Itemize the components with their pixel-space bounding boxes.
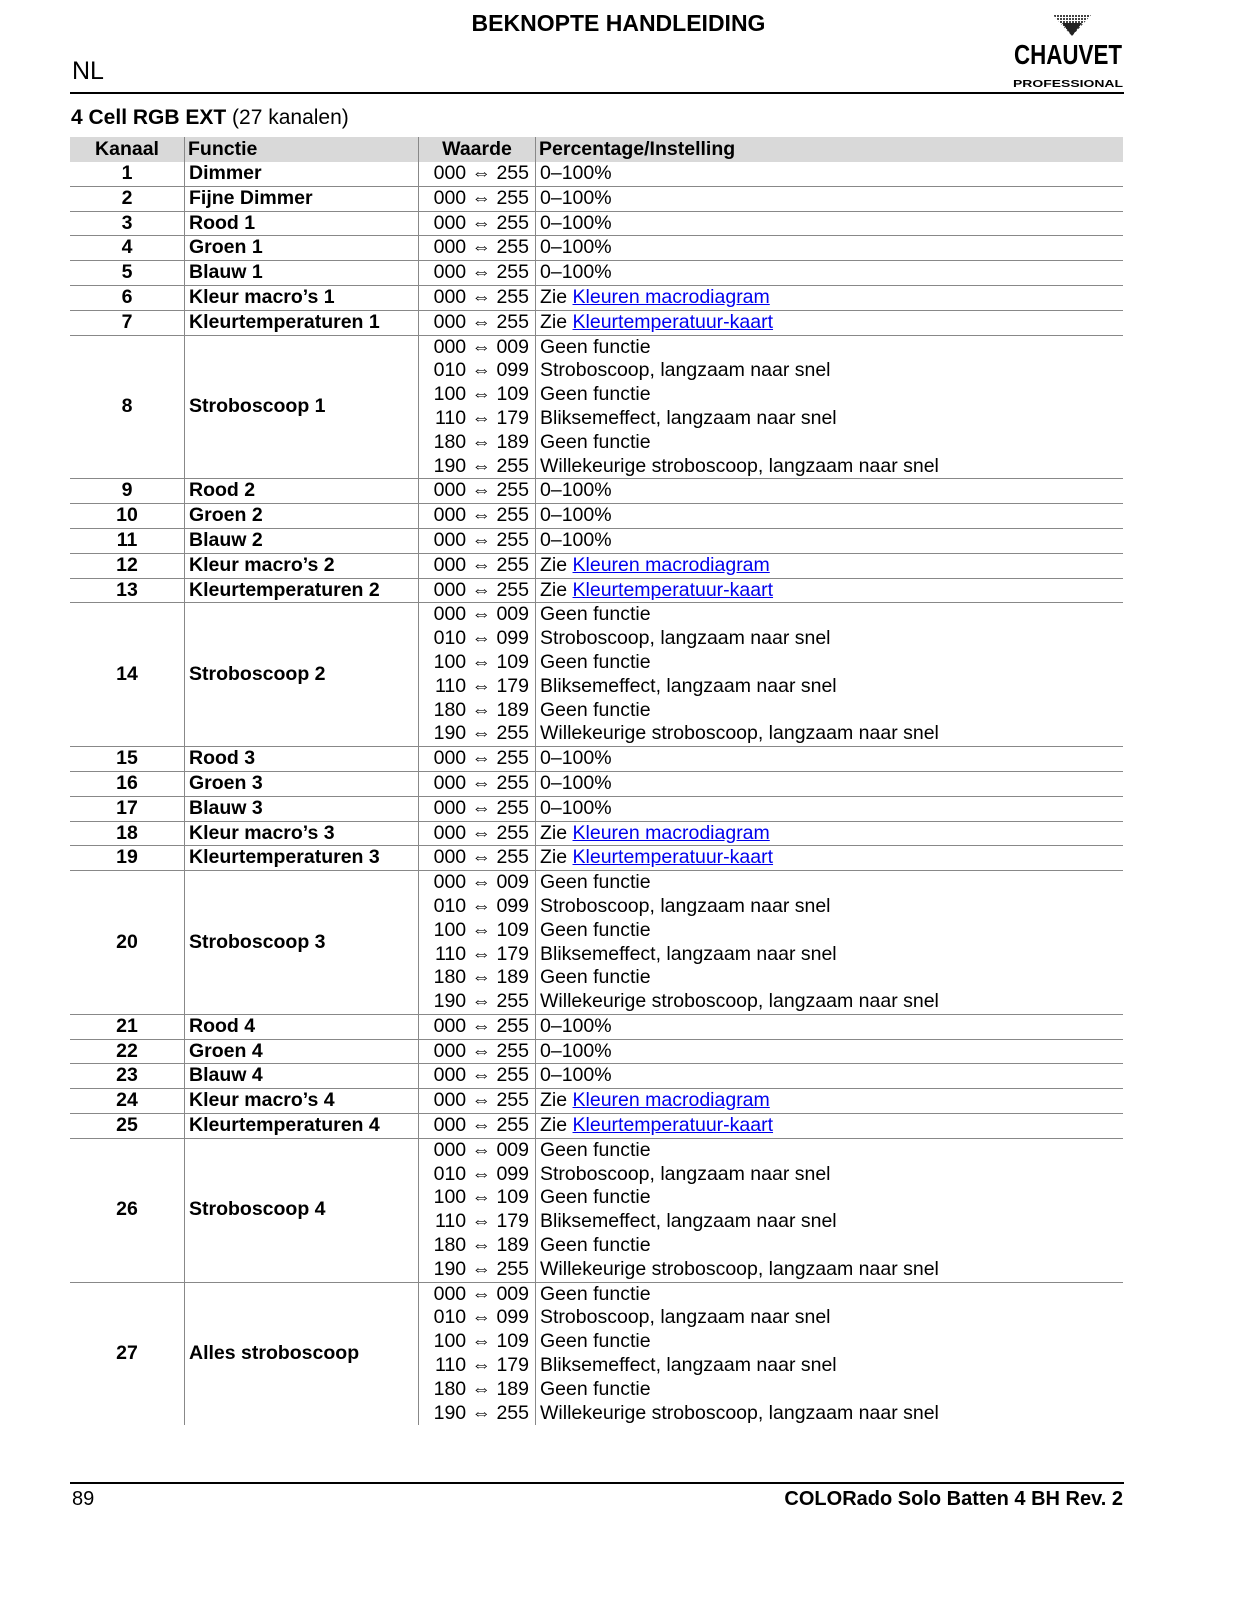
value-range: 110 ⇔ 179: [419, 943, 536, 967]
setting: 0–100%: [536, 1064, 1124, 1089]
channel-number: 4: [70, 236, 185, 261]
channel-function: Stroboscoop 1: [185, 335, 419, 479]
chart-link[interactable]: Kleuren macrodiagram: [572, 285, 770, 308]
channel-number: 23: [70, 1064, 185, 1089]
setting: Geen functie: [536, 431, 1124, 455]
channel-function: Stroboscoop 4: [185, 1138, 419, 1282]
setting: 0–100%: [536, 504, 1124, 529]
value-range: 010 ⇔ 099: [419, 627, 536, 651]
channel-function: Rood 1: [185, 211, 419, 236]
table-row: [70, 1039, 1123, 1064]
value-range: 000 ⇔ 255: [419, 1089, 536, 1114]
channel-number: 27: [116, 1342, 138, 1365]
value-range: 190 ⇔ 255: [419, 455, 536, 479]
value-range: 100 ⇔ 109: [419, 1186, 536, 1210]
table-row: [70, 871, 1123, 895]
value-range: 100 ⇔ 109: [419, 383, 536, 407]
setting: Geen functie: [536, 699, 1124, 723]
value-range: 110 ⇔ 179: [419, 407, 536, 431]
channel-function: Kleurtemperaturen 2: [185, 578, 419, 603]
col-percentage: Percentage/Instelling: [536, 137, 1124, 162]
channel-number: 11: [70, 528, 185, 553]
value-range: 110 ⇔ 179: [419, 1210, 536, 1234]
value-range: 100 ⇔ 109: [419, 651, 536, 675]
channel-number: 7: [70, 310, 185, 335]
setting: 0–100%: [536, 771, 1124, 796]
channel-number: 18: [70, 821, 185, 846]
value-range: 010 ⇔ 099: [419, 1306, 536, 1330]
setting: Geen functie: [536, 1282, 1124, 1306]
channel-function: Kleur macro’s 2: [185, 553, 419, 578]
channel-function: Rood 2: [185, 479, 419, 504]
setting: Zie Kleurtemperatuur-kaart: [536, 310, 1124, 335]
value-range: 190 ⇔ 255: [419, 1258, 536, 1282]
value-range: 000 ⇔ 255: [419, 186, 536, 211]
setting: Geen functie: [536, 919, 1124, 943]
setting: Bliksemeffect, langzaam naar snel: [536, 943, 1124, 967]
value-range: 190 ⇔ 255: [419, 990, 536, 1014]
setting: Bliksemeffect, langzaam naar snel: [536, 675, 1124, 699]
channel-number: 6: [70, 285, 185, 310]
channel-function: Rood 3: [185, 747, 419, 772]
setting: Geen functie: [536, 383, 1124, 407]
table-row: [70, 603, 1123, 627]
setting: Geen functie: [536, 1330, 1124, 1354]
channel-function: Groen 1: [185, 236, 419, 261]
channel-number: 1: [70, 162, 185, 186]
chauvet-logo: [1012, 12, 1124, 90]
channel-function: Blauw 1: [185, 261, 419, 286]
value-range: 000 ⇔ 009: [419, 603, 536, 627]
value-range: 000 ⇔ 255: [419, 747, 536, 772]
table-row: [70, 1114, 1123, 1139]
setting: Willekeurige stroboscoop, langzaam naar snel: [536, 1402, 1124, 1426]
value-range: 000 ⇔ 255: [419, 528, 536, 553]
setting: Stroboscoop, langzaam naar snel: [536, 1163, 1124, 1187]
col-waarde: Waarde: [419, 137, 536, 162]
table-row: [70, 1014, 1123, 1039]
footer-rule: [70, 1482, 1124, 1484]
setting: Stroboscoop, langzaam naar snel: [536, 359, 1124, 383]
channel-function: Rood 4: [185, 1014, 419, 1039]
channel-number: 25: [70, 1114, 185, 1139]
setting: 0–100%: [536, 186, 1124, 211]
value-range: 180 ⇔ 189: [419, 1234, 536, 1258]
setting: Bliksemeffect, langzaam naar snel: [536, 407, 1124, 431]
channel-function: Stroboscoop 2: [185, 603, 419, 747]
table-row: [70, 162, 1123, 186]
value-range: 000 ⇔ 009: [419, 1138, 536, 1162]
table-row: [70, 479, 1123, 504]
value-range: 000 ⇔ 255: [419, 285, 536, 310]
table-row: [70, 1064, 1123, 1089]
table-row: [70, 528, 1123, 553]
setting: 0–100%: [536, 236, 1124, 261]
channel-number: 16: [70, 771, 185, 796]
value-range: 010 ⇔ 099: [419, 895, 536, 919]
setting: Bliksemeffect, langzaam naar snel: [536, 1354, 1124, 1378]
table-row: [70, 335, 1123, 359]
table-row: [70, 186, 1123, 211]
value-range: 110 ⇔ 179: [419, 675, 536, 699]
channel-function: Stroboscoop 3: [185, 871, 419, 1015]
channel-number: 14: [70, 603, 185, 747]
channel-number: 20: [70, 871, 185, 1015]
setting: Willekeurige stroboscoop, langzaam naar snel: [536, 990, 1124, 1014]
table-row: [70, 796, 1123, 821]
setting: Willekeurige stroboscoop, langzaam naar snel: [536, 1258, 1124, 1282]
setting: Stroboscoop, langzaam naar snel: [536, 1306, 1124, 1330]
language-label: NL: [72, 57, 104, 85]
channel-number: 8: [70, 335, 185, 479]
channel-number: 5: [70, 261, 185, 286]
table-row: [70, 285, 1123, 310]
value-range: 000 ⇔ 255: [419, 771, 536, 796]
value-range: 000 ⇔ 255: [419, 211, 536, 236]
channel-function: Blauw 4: [185, 1064, 419, 1089]
value-range: 000 ⇔ 255: [419, 1114, 536, 1139]
setting: 0–100%: [536, 528, 1124, 553]
value-range: 000 ⇔ 255: [419, 261, 536, 286]
table-row: [70, 1089, 1123, 1114]
channel-function: Kleur macro’s 4: [185, 1089, 419, 1114]
value-range: 000 ⇔ 009: [419, 1282, 536, 1306]
chart-link[interactable]: Kleuren macrodiagram: [572, 821, 770, 844]
setting: 0–100%: [536, 796, 1124, 821]
channel-number: 3: [70, 211, 185, 236]
value-range: 100 ⇔ 109: [419, 1330, 536, 1354]
setting: Geen functie: [536, 1234, 1124, 1258]
value-range: 000 ⇔ 255: [419, 504, 536, 529]
value-range: 180 ⇔ 189: [419, 699, 536, 723]
channel-number: 26: [70, 1138, 185, 1282]
channel-number: 12: [70, 553, 185, 578]
setting: Geen functie: [536, 603, 1124, 627]
channel-function: Kleur macro’s 3: [185, 821, 419, 846]
svg-text:CHAUVET: CHAUVET: [1014, 39, 1122, 70]
svg-text:PROFESSIONAL: PROFESSIONAL: [1013, 79, 1123, 90]
value-range: 000 ⇔ 255: [419, 578, 536, 603]
channel-function: Blauw 2: [185, 528, 419, 553]
setting: Geen functie: [536, 651, 1124, 675]
setting: Stroboscoop, langzaam naar snel: [536, 627, 1124, 651]
value-range: 190 ⇔ 255: [419, 722, 536, 746]
header-rule: [70, 92, 1124, 94]
channel-function: Fijne Dimmer: [185, 186, 419, 211]
table-row: [70, 1282, 1123, 1306]
channel-number: 15: [70, 747, 185, 772]
value-range: 010 ⇔ 099: [419, 359, 536, 383]
setting: Willekeurige stroboscoop, langzaam naar snel: [536, 722, 1124, 746]
setting: 0–100%: [536, 1039, 1124, 1064]
value-range: 190 ⇔ 255: [419, 1402, 536, 1426]
setting: Zie Kleurtemperatuur-kaart: [536, 846, 1124, 871]
value-range: 180 ⇔ 189: [419, 1378, 536, 1402]
setting: Geen functie: [536, 1186, 1124, 1210]
value-range: 000 ⇔ 255: [419, 310, 536, 335]
setting: 0–100%: [536, 261, 1124, 286]
channel-number: 17: [70, 796, 185, 821]
setting: Geen functie: [536, 871, 1124, 895]
value-range: 180 ⇔ 189: [419, 966, 536, 990]
channel-function: Kleurtemperaturen 4: [185, 1114, 419, 1139]
section-heading: 4 Cell RGB EXT (27 kanalen): [71, 106, 349, 129]
setting: 0–100%: [536, 211, 1124, 236]
setting: 0–100%: [536, 747, 1124, 772]
page-title: BEKNOPTE HANDLEIDING: [471, 10, 766, 36]
setting: Willekeurige stroboscoop, langzaam naar snel: [536, 455, 1124, 479]
value-range: 180 ⇔ 189: [419, 431, 536, 455]
setting: 0–100%: [536, 1014, 1124, 1039]
channel-number: 19: [70, 846, 185, 871]
value-range: 100 ⇔ 109: [419, 919, 536, 943]
table-row: [70, 846, 1123, 871]
value-range: 000 ⇔ 009: [419, 335, 536, 359]
channel-function: Kleurtemperaturen 3: [185, 846, 419, 871]
value-range: 000 ⇔ 255: [419, 1039, 536, 1064]
page-number: 89: [72, 1488, 95, 1510]
setting: 0–100%: [536, 479, 1124, 504]
table-row: [70, 821, 1123, 846]
chart-link[interactable]: Kleurtemperatuur-kaart: [572, 1114, 774, 1137]
table-row: [70, 578, 1123, 603]
table-row: [70, 771, 1123, 796]
value-range: 000 ⇔ 255: [419, 553, 536, 578]
setting: Stroboscoop, langzaam naar snel: [536, 895, 1124, 919]
channel-function: Blauw 3: [185, 796, 419, 821]
channel-number: 2: [70, 186, 185, 211]
setting: 0–100%: [536, 162, 1124, 186]
col-kanaal: Kanaal: [70, 137, 185, 162]
chart-link[interactable]: Kleurtemperatuur-kaart: [572, 310, 774, 333]
setting: Geen functie: [536, 1378, 1124, 1402]
value-range: 000 ⇔ 255: [419, 846, 536, 871]
channel-function: Dimmer: [185, 162, 419, 186]
dmx-channel-table: [70, 137, 1123, 1425]
table-row: [70, 310, 1123, 335]
channel-function: Groen 3: [185, 771, 419, 796]
chart-link[interactable]: Kleuren macrodiagram: [572, 1089, 770, 1112]
chart-link[interactable]: Kleuren macrodiagram: [572, 553, 770, 576]
channel-number: 9: [70, 479, 185, 504]
chart-link[interactable]: Kleurtemperatuur-kaart: [572, 578, 774, 601]
channel-number: 24: [70, 1089, 185, 1114]
value-range: 000 ⇔ 255: [419, 1064, 536, 1089]
chart-link[interactable]: Kleurtemperatuur-kaart: [572, 846, 774, 869]
channel-function: Groen 2: [185, 504, 419, 529]
setting: Zie Kleurtemperatuur-kaart: [536, 578, 1124, 603]
setting: Bliksemeffect, langzaam naar snel: [536, 1210, 1124, 1234]
value-range: 000 ⇔ 255: [419, 162, 536, 186]
channel-function: Alles stroboscoop: [185, 1282, 419, 1425]
value-range: 010 ⇔ 099: [419, 1163, 536, 1187]
setting: Geen functie: [536, 1138, 1124, 1162]
channel-number: 22: [70, 1039, 185, 1064]
value-range: 000 ⇔ 255: [419, 236, 536, 261]
channel-number: 21: [70, 1014, 185, 1039]
value-range: 110 ⇔ 179: [419, 1354, 536, 1378]
channel-function: Kleurtemperaturen 1: [185, 310, 419, 335]
value-range: 000 ⇔ 255: [419, 796, 536, 821]
setting: Zie Kleurtemperatuur-kaart: [536, 1114, 1124, 1139]
col-functie: Functie: [185, 137, 419, 162]
document-title: COLORado Solo Batten 4 BH Rev. 2: [784, 1488, 1123, 1510]
table-row: [70, 504, 1123, 529]
channel-number: 13: [70, 578, 185, 603]
channel-function: Kleur macro’s 1: [185, 285, 419, 310]
table-row: [70, 211, 1123, 236]
setting: Zie Kleuren macrodiagram: [536, 285, 1124, 310]
channel-number: 10: [70, 504, 185, 529]
value-range: 000 ⇔ 009: [419, 871, 536, 895]
value-range: 000 ⇔ 255: [419, 479, 536, 504]
table-row: [70, 747, 1123, 772]
setting: Geen functie: [536, 966, 1124, 990]
setting: Zie Kleuren macrodiagram: [536, 553, 1124, 578]
setting: Zie Kleuren macrodiagram: [536, 821, 1124, 846]
table-row: [70, 1138, 1123, 1162]
table-row: [70, 261, 1123, 286]
channel-function: Groen 4: [185, 1039, 419, 1064]
value-range: 000 ⇔ 255: [419, 821, 536, 846]
value-range: 000 ⇔ 255: [419, 1014, 536, 1039]
table-row: [70, 236, 1123, 261]
table-row: [70, 553, 1123, 578]
setting: Geen functie: [536, 335, 1124, 359]
setting: Zie Kleuren macrodiagram: [536, 1089, 1124, 1114]
